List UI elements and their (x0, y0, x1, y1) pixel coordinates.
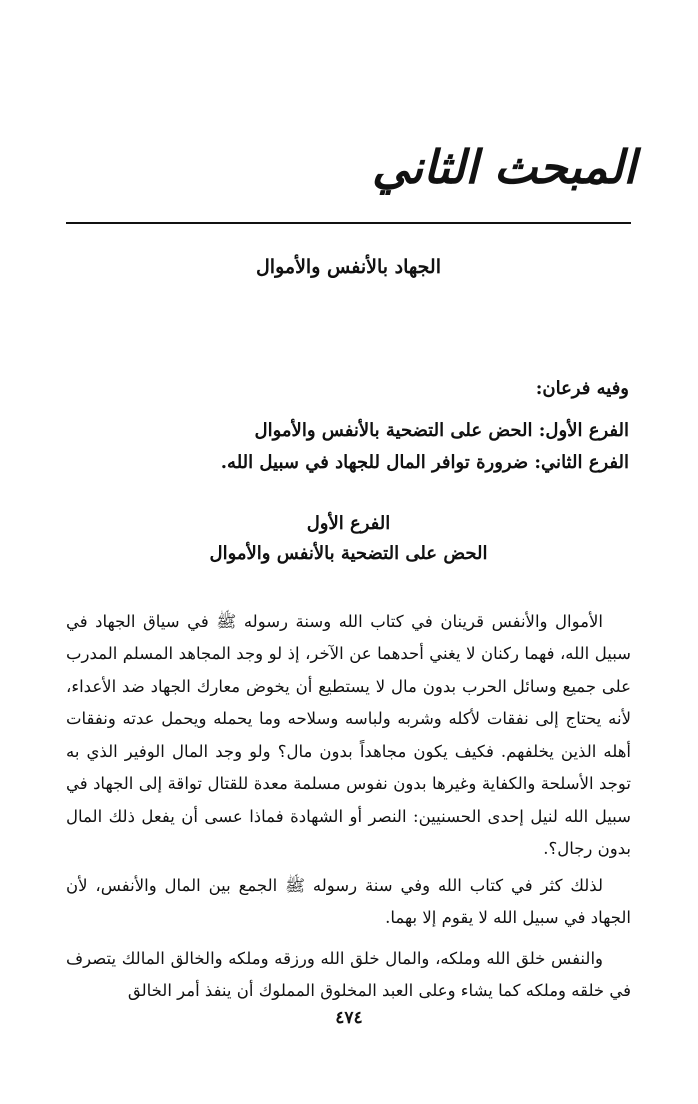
section-heading: المبحث الثاني (372, 140, 636, 194)
branch-label: الفرع الثاني: (534, 452, 629, 473)
body-paragraph: الأموال والأنفس قرينان في كتاب الله وسنة رسوله ﷺ في سياق الجهاد في سبيل الله، فهما ركنان لا يغني أحدهما عن الآخر، إذ لو وجد المجاهد المسلم المدرب على جميع وسائل الحرب بدون مال لا يستطيع أن يخوض معارك الجهاد ضد الأعداء، لأنه يحتاج إلى نفقات لأكله وشربه ولباسه وسلاحه وما يحمله ويحمل عدته ونفقات أهله الذين يخلفهم. فكيف يكون مجاهداً بدون مال؟ ولو وجد المال الوفير الذي به توجد الأسلحة والكفاية وغيرها بدون نفوس مسلمة معدة للقتال تواقة إلى الجهاد في سبيل الله لنيل إحدى الحسنيين: النصر أو الشهادة فماذا عسى أن يفعل ذلك المال بدون رجال؟. (66, 611, 631, 858)
branch-item-1 (255, 420, 629, 441)
branch-text: الحض على التضحية بالأنفس والأموال (254, 420, 533, 441)
branch-item-2 (221, 452, 629, 473)
body-paragraph: لذلك كثر في كتاب الله وفي سنة رسوله ﷺ الجمع بين المال والأنفس، لأن الجهاد في سبيل الله لا يقوم إلا بهما. (66, 875, 631, 927)
branch-text: ضرورة توافر المال للجهاد في سبيل الله. (220, 452, 529, 473)
page-number: ٤٧٤ (335, 1008, 363, 1028)
main-title: الجهاد بالأنفس والأموال (256, 256, 441, 278)
branch-label: الفرع الأول: (538, 420, 629, 441)
body-paragraph: والنفس خلق الله وملكه، والمال خلق الله ورزقه وملكه والخالق المالك يتصرف في خلقه وملكه كما يشاء وعلى العبد المخلوق المملوك أن ينفذ أمر الخالق (66, 948, 631, 1000)
subsection-title: الحض على التضحية بالأنفس والأموال (209, 543, 488, 564)
heading-rule (66, 222, 631, 224)
subsection-label: الفرع الأول (306, 513, 391, 534)
intro-line: وفيه فرعان: (535, 378, 629, 399)
